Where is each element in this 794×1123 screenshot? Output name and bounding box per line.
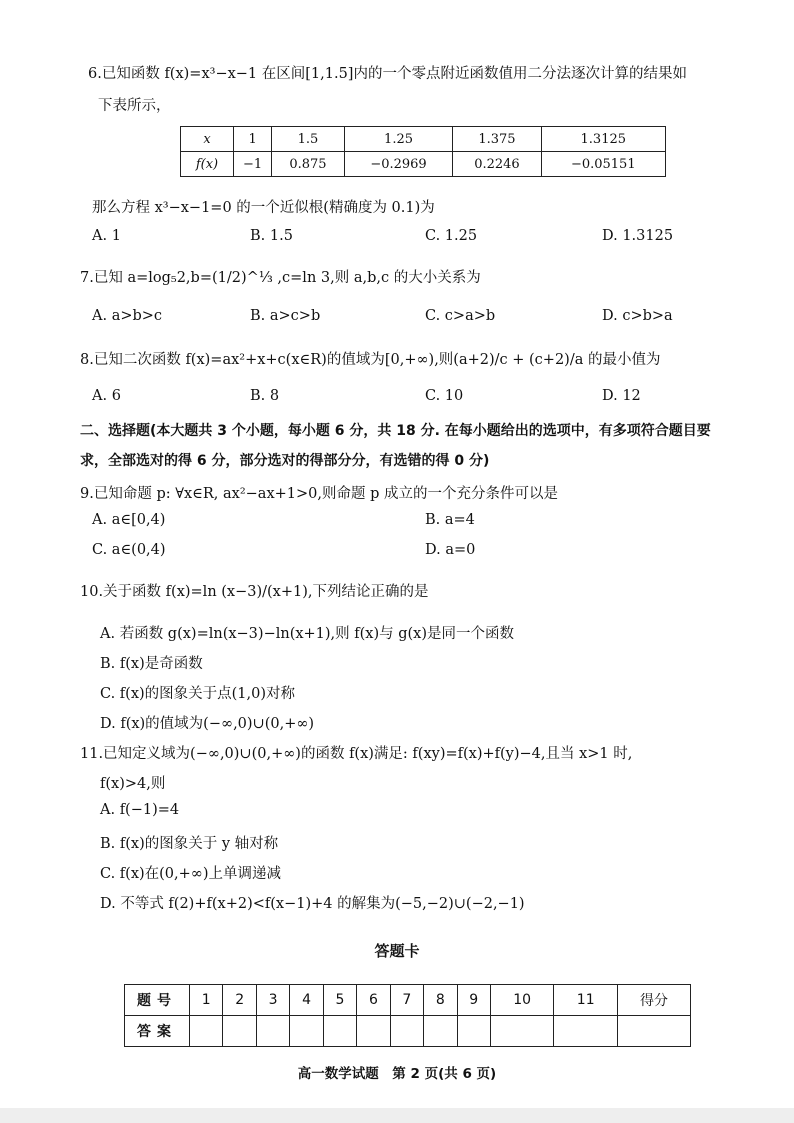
q6-option-a: A. 1 [92, 228, 121, 244]
answer-cell[interactable] [190, 1016, 223, 1047]
q11-option-d: D. 不等式 f(2)+f(x+2)<f(x−1)+4 的解集为(−5,−2)∪(−2,−1) [100, 896, 525, 912]
q7-option-b: B. a>c>b [250, 308, 321, 324]
q6-stem-line1: 6.已知函数 f(x)=x³−x−1 在区间[1,1.5]内的一个零点附近函数值用二分法逐次计算的结果如 [88, 66, 687, 82]
page-footer: 高一数学试题 第 2 页(共 6 页) [297, 1066, 497, 1082]
q11-option-c: C. f(x)在(0,+∞)上单调递减 [100, 866, 282, 882]
table-cell: x [181, 127, 234, 152]
answer-cell[interactable] [357, 1016, 390, 1047]
question-number: 1 [190, 985, 223, 1016]
section2-heading-line2: 求，全部选对的得 6 分，部分选对的得部分分，有选错的得 0 分) [80, 453, 490, 469]
answer-cell[interactable] [390, 1016, 423, 1047]
answer-cell[interactable] [256, 1016, 289, 1047]
q7-option-c: C. c>a>b [425, 308, 496, 324]
q7-option-a: A. a>b>c [92, 308, 163, 324]
answer-cell[interactable] [290, 1016, 323, 1047]
table-cell: −0.2969 [344, 152, 453, 177]
answer-cell[interactable] [554, 1016, 618, 1047]
question-number: 10 [490, 985, 553, 1016]
score-header: 得分 [618, 985, 691, 1016]
q6-stem-line3: 那么方程 x³−x−1=0 的一个近似根(精确度为 0.1)为 [92, 200, 435, 216]
q10-stem: 10.关于函数 f(x)=ln (x−3)/(x+1),下列结论正确的是 [80, 584, 429, 600]
question-number: 3 [256, 985, 289, 1016]
answer-cell[interactable] [424, 1016, 457, 1047]
q11-stem-line1: 11.已知定义域为(−∞,0)∪(0,+∞)的函数 f(x)满足: f(xy)=f(x)+f(y)−4,且当 x>1 时, [80, 746, 633, 762]
q6-option-c: C. 1.25 [425, 228, 478, 244]
question-number: 11 [554, 985, 618, 1016]
q8-option-c: C. 10 [425, 388, 464, 404]
table-cell: 1 [234, 127, 272, 152]
table-row [125, 985, 691, 1016]
q9-option-c: C. a∈(0,4) [92, 542, 166, 558]
q6-option-b: B. 1.5 [250, 228, 293, 244]
q6-option-d: D. 1.3125 [602, 228, 674, 244]
answer-card-table [124, 984, 691, 1047]
table-cell: 0.875 [272, 152, 344, 177]
question-number: 6 [357, 985, 390, 1016]
q11-option-b: B. f(x)的图象关于 y 轴对称 [100, 836, 279, 852]
section2-heading-line1: 二、选择题(本大题共 3 个小题，每小题 6 分，共 18 分. 在每小题给出的选项中，有多项符合题目要 [80, 423, 711, 439]
q6-stem-line2: 下表所示， [98, 98, 171, 114]
q9-option-d: D. a=0 [425, 542, 476, 558]
q10-option-c: C. f(x)的图象关于点(1,0)对称 [100, 686, 296, 702]
q7-stem: 7.已知 a=log₅2,b=(1/2)^⅓ ,c=ln 3,则 a,b,c 的大小关系为 [80, 270, 481, 286]
question-number: 4 [290, 985, 323, 1016]
question-number: 7 [390, 985, 423, 1016]
question-number: 5 [323, 985, 356, 1016]
q8-option-a: A. 6 [92, 388, 121, 404]
score-cell[interactable] [618, 1016, 691, 1047]
table-row [181, 127, 666, 152]
table-cell: 0.2246 [453, 152, 541, 177]
q10-option-b: B. f(x)是奇函数 [100, 656, 203, 672]
table-cell: 1.375 [453, 127, 541, 152]
answer-cell[interactable] [490, 1016, 553, 1047]
answer-cell[interactable] [457, 1016, 490, 1047]
table-cell: 1.5 [272, 127, 344, 152]
q8-option-b: B. 8 [250, 388, 280, 404]
q9-option-a: A. a∈[0,4) [92, 512, 166, 528]
q11-option-a: A. f(−1)=4 [100, 802, 180, 818]
table-cell: −0.05151 [541, 152, 665, 177]
table-row [181, 152, 666, 177]
q6-value-table [180, 126, 666, 177]
table-row [125, 1016, 691, 1047]
q8-option-d: D. 12 [602, 388, 641, 404]
q9-stem: 9.已知命题 p: ∀x∈R, ax²−ax+1>0,则命题 p 成立的一个充分条件可以是 [80, 486, 558, 502]
question-number: 8 [424, 985, 457, 1016]
table-cell: 1.25 [344, 127, 453, 152]
answer-card-title: 答题卡 [374, 942, 420, 960]
table-cell: f(x) [181, 152, 234, 177]
question-number: 9 [457, 985, 490, 1016]
question-number-header: 题号 [125, 985, 190, 1016]
table-cell: 1.3125 [541, 127, 665, 152]
q9-option-b: B. a=4 [425, 512, 475, 528]
table-cell: −1 [234, 152, 272, 177]
answer-cell[interactable] [223, 1016, 256, 1047]
q7-option-d: D. c>b>a [602, 308, 673, 324]
answer-row-header: 答案 [125, 1016, 190, 1047]
q11-stem-line2: f(x)>4,则 [100, 776, 166, 792]
q10-option-d: D. f(x)的值域为(−∞,0)∪(0,+∞) [100, 716, 315, 732]
q10-option-a: A. 若函数 g(x)=ln(x−3)−ln(x+1),则 f(x)与 g(x)是同一个函数 [100, 626, 515, 642]
answer-cell[interactable] [323, 1016, 356, 1047]
bottom-margin-strip [0, 1108, 794, 1123]
question-number: 2 [223, 985, 256, 1016]
q8-stem: 8.已知二次函数 f(x)=ax²+x+c(x∈R)的值域为[0,+∞),则(a+2)/c + (c+2)/a 的最小值为 [80, 352, 661, 368]
